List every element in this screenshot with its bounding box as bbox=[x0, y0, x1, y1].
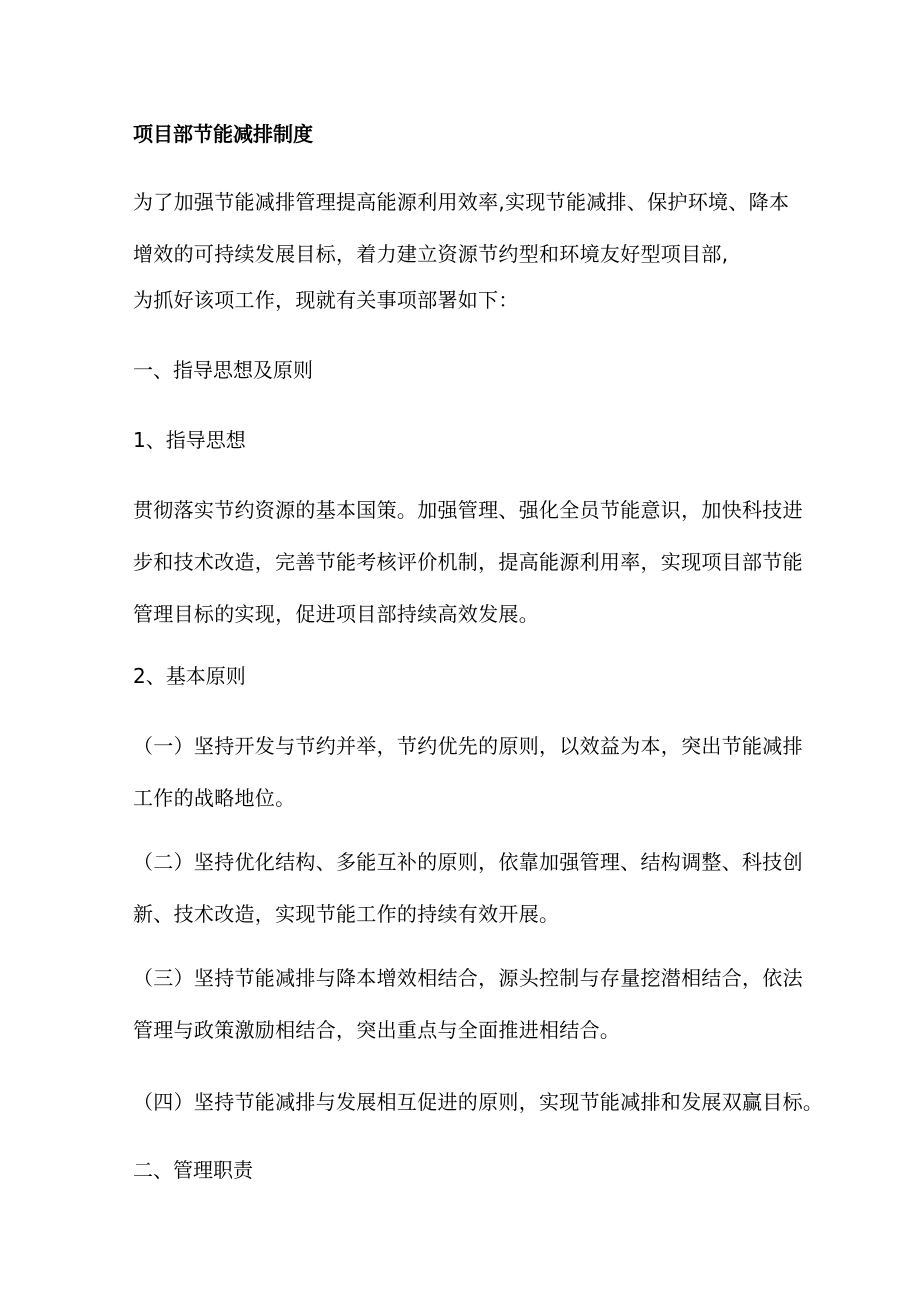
guiding-thought-line-3: 管理目标的实现，促进项目部持续高效发展。 bbox=[133, 602, 539, 626]
intro-paragraph bbox=[133, 176, 801, 326]
subsection-1-heading: 1、指导思想 bbox=[133, 428, 246, 452]
principle-2-paragraph bbox=[133, 836, 801, 940]
guiding-thought-line-2: 步和技术改造，完善节能考核评价机制，提高能源利用率，实现项目部节能 bbox=[133, 550, 803, 574]
principle-4-line-1: （四）坚持节能减排与发展相互促进的原则，实现节能减排和发展双赢目标。 bbox=[133, 1090, 824, 1114]
principle-3-line-2: 管理与政策激励相结合，突出重点与全面推进相结合。 bbox=[133, 1018, 621, 1042]
principle-1-line-1: （一）坚持开发与节约并举，节约优先的原则，以效益为本，突出节能减排 bbox=[133, 734, 803, 758]
principle-1-paragraph bbox=[133, 720, 801, 824]
principle-3-paragraph bbox=[133, 952, 801, 1056]
subsection-2-heading: 2、基本原则 bbox=[133, 664, 246, 688]
principle-1-line-2: 工作的战略地位。 bbox=[133, 786, 296, 810]
principle-3-line-1: （三）坚持节能减排与降本增效相结合，源头控制与存量挖潜相结合，依法 bbox=[133, 966, 803, 990]
principle-2-line-2: 新、技术改造，实现节能工作的持续有效开展。 bbox=[133, 902, 560, 926]
principle-4-paragraph bbox=[133, 1076, 824, 1128]
section-2-heading: 二、管理职责 bbox=[133, 1158, 253, 1182]
principle-2-line-1: （二）坚持优化结构、多能互补的原则，依靠加强管理、结构调整、科技创 bbox=[133, 850, 803, 874]
intro-line-2: 增效的可持续发展目标，着力建立资源节约型和环境友好型项目部, bbox=[133, 242, 729, 266]
guiding-thought-paragraph bbox=[133, 484, 801, 640]
document-title: 项目部节能减排制度 bbox=[133, 122, 313, 146]
intro-line-1: 为了加强节能减排管理提高能源利用效率,实现节能减排、保护环境、降本 bbox=[133, 190, 790, 214]
section-1-heading: 一、指导思想及原则 bbox=[133, 358, 313, 382]
intro-line-3: 为抓好该项工作，现就有关事项部署如下： bbox=[133, 288, 519, 312]
guiding-thought-line-1: 贯彻落实节约资源的基本国策。加强管理、强化全员节能意识，加快科技进 bbox=[133, 498, 803, 522]
